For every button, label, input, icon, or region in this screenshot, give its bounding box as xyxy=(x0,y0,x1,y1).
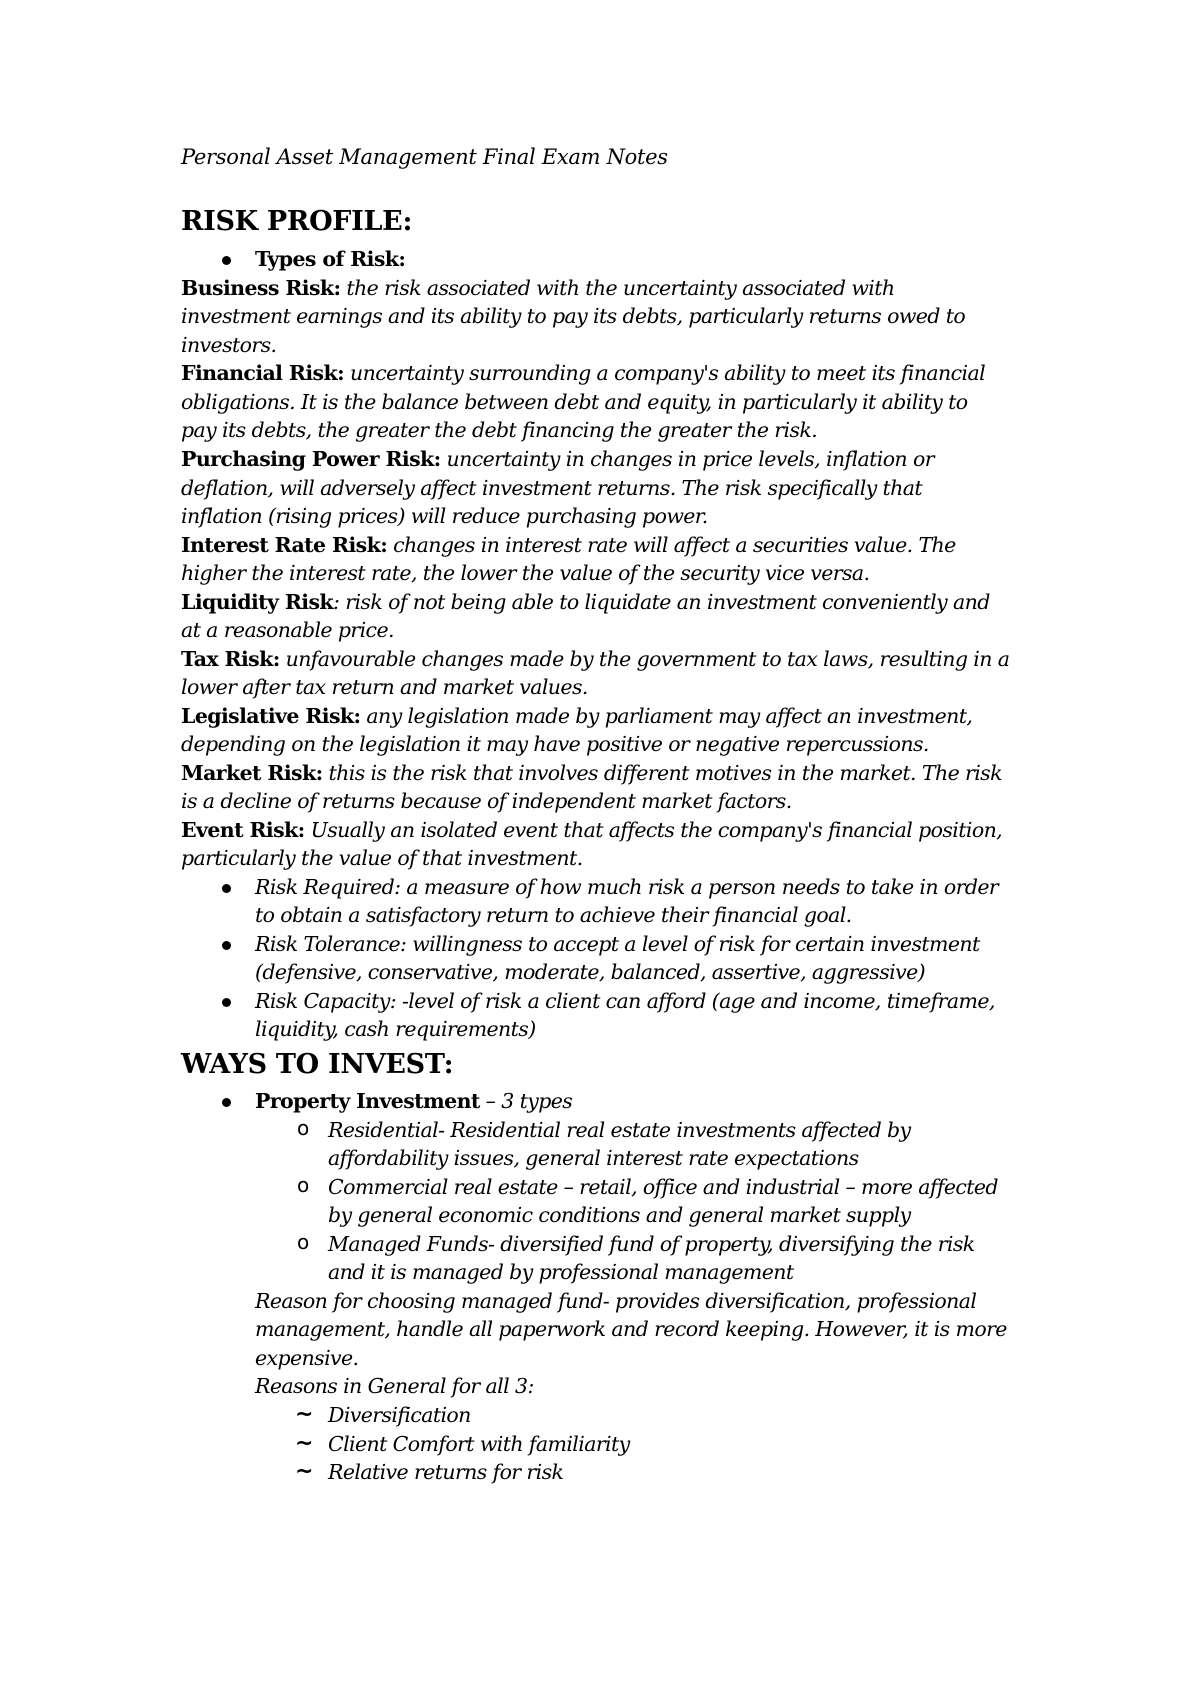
reasons-general-label: Reasons in General for all 3: xyxy=(255,1374,534,1398)
risk-label: Purchasing Power Risk: xyxy=(181,447,441,471)
risk-required-text: to obtain a satisfactory return to achieve their financial goal. xyxy=(255,903,852,927)
sub-bullet-o: o xyxy=(297,1230,310,1254)
risk-text: uncertainty in changes in price levels, inflation or xyxy=(446,447,934,471)
financial-risk-line xyxy=(181,359,985,388)
managed-funds-text: and it is managed by professional management xyxy=(328,1260,794,1284)
tax-risk-line xyxy=(181,645,1009,674)
risk-text: unfavourable changes made by the government to tax laws, resulting in a xyxy=(285,647,1010,671)
property-investment-line xyxy=(255,1087,572,1116)
event-risk-line xyxy=(181,816,1002,845)
legislative-risk-line xyxy=(181,702,972,731)
market-risk-line xyxy=(181,759,1002,788)
risk-label: Interest Rate Risk: xyxy=(181,533,388,557)
risk-text: investors. xyxy=(181,333,277,357)
general-item: Diversification xyxy=(328,1403,471,1427)
liquidity-risk-line xyxy=(181,588,990,617)
risk-text: is a decline of returns because of independent market factors. xyxy=(181,789,792,813)
reason-text: management, handle all paperwork and record keeping. However, it is more xyxy=(255,1317,1007,1341)
residential-text: affordability issues, general interest rate expectations xyxy=(328,1146,859,1170)
risk-label: Tax Risk: xyxy=(181,647,280,671)
bullet-dot xyxy=(222,941,231,950)
ways-to-invest-heading: WAYS TO INVEST: xyxy=(181,1049,454,1080)
bullet-dot xyxy=(222,884,231,893)
bullet-dot xyxy=(222,998,231,1007)
risk-text: depending on the legislation it may have positive or negative repercussions. xyxy=(181,732,929,756)
interest-rate-risk-line xyxy=(181,531,956,560)
risk-text: uncertainty surrounding a company's ability to meet its financial xyxy=(349,361,986,385)
risk-text: inflation (rising prices) will reduce purchasing power. xyxy=(181,504,708,528)
sub-bullet-o: o xyxy=(297,1116,310,1140)
risk-label: Market Risk: xyxy=(181,761,323,785)
risk-text: : risk of not being able to liquidate an investment conveniently and xyxy=(333,590,990,614)
residential-text: Residential- Residential real estate investments affected by xyxy=(328,1118,911,1142)
tilde-bullet: ~ xyxy=(295,1402,314,1427)
risk-text: pay its debts, the greater the debt financing the greater the risk. xyxy=(181,418,818,442)
risk-tolerance-text: Risk Tolerance: willingness to accept a level of risk for certain investment xyxy=(255,932,980,956)
risk-label: Event Risk: xyxy=(181,818,305,842)
types-of-risk-label: Types of Risk: xyxy=(255,247,406,271)
tilde-bullet: ~ xyxy=(295,1459,314,1484)
risk-capacity-text: liquidity, cash requirements) xyxy=(255,1017,536,1041)
purchasing-power-risk-line xyxy=(181,445,934,474)
bullet-dot xyxy=(222,1098,231,1107)
document-title: Personal Asset Management Final Exam Notes xyxy=(181,145,668,169)
commercial-text: Commercial real estate – retail, office and industrial – more affected xyxy=(328,1175,998,1199)
risk-text: this is the risk that involves different motives in the market. The risk xyxy=(328,761,1002,785)
risk-text: lower after tax return and market values. xyxy=(181,675,588,699)
risk-tolerance-text: (defensive, conservative, moderate, balanced, assertive, aggressive) xyxy=(255,960,926,984)
risk-text: any legislation made by parliament may affect an investment, xyxy=(366,704,973,728)
bullet-dot xyxy=(222,256,231,265)
reason-text: expensive. xyxy=(255,1346,359,1370)
managed-funds-text: Managed Funds- diversified fund of property, diversifying the risk xyxy=(328,1232,975,1256)
risk-required-text: Risk Required: a measure of how much risk a person needs to take in order xyxy=(255,875,999,899)
general-item: Relative returns for risk xyxy=(328,1460,564,1484)
risk-text: deflation, will adversely affect investment returns. The risk specifically that xyxy=(181,476,923,500)
risk-text: at a reasonable price. xyxy=(181,618,394,642)
commercial-text: by general economic conditions and general market supply xyxy=(328,1203,911,1227)
risk-text: particularly the value of that investment. xyxy=(181,846,583,870)
risk-label: Legislative Risk: xyxy=(181,704,361,728)
reason-text: Reason for choosing managed fund- provides diversification, professional xyxy=(255,1289,977,1313)
property-investment-label: Property Investment xyxy=(255,1089,480,1113)
risk-label: Financial Risk: xyxy=(181,361,345,385)
property-investment-suffix: – 3 types xyxy=(479,1089,573,1113)
risk-text: the risk associated with the uncertainty associated with xyxy=(346,276,895,300)
risk-label: Business Risk: xyxy=(181,276,341,300)
tilde-bullet: ~ xyxy=(295,1431,314,1456)
risk-text: changes in interest rate will affect a securities value. The xyxy=(393,533,956,557)
sub-bullet-o: o xyxy=(297,1173,310,1197)
risk-text: Usually an isolated event that affects the company's financial position, xyxy=(310,818,1003,842)
risk-text: obligations. It is the balance between debt and equity, in particularly it ability to xyxy=(181,390,968,414)
risk-capacity-text: Risk Capacity: -level of risk a client can afford (age and income, timeframe, xyxy=(255,989,995,1013)
general-item: Client Comfort with familiarity xyxy=(328,1432,630,1456)
risk-text: higher the interest rate, the lower the value of the security vice versa. xyxy=(181,561,870,585)
business-risk-line xyxy=(181,274,895,303)
risk-text: investment earnings and its ability to pay its debts, particularly returns owed to xyxy=(181,304,966,328)
risk-label: Liquidity Risk xyxy=(181,590,334,614)
risk-profile-heading: RISK PROFILE: xyxy=(181,206,413,237)
